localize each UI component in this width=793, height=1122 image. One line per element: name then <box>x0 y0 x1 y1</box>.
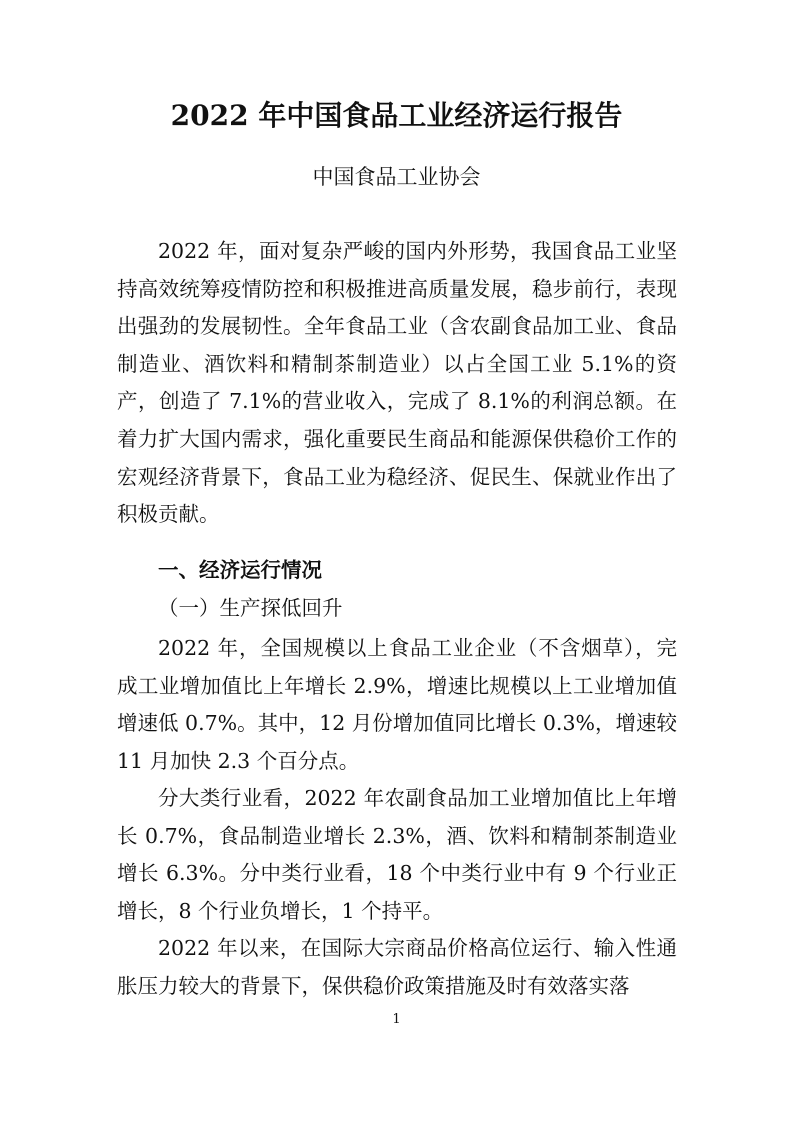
document-title: 2022 年中国食品工业经济运行报告 <box>170 99 623 132</box>
categories-paragraph: 分大类行业看，2022 年农副食品加工业增加值比上年增长 0.7%，食品制造业增长 2.3%，酒、饮料和精制茶制造业增长 6.3%。分中类行业看，18 个中类行业中有 9 个行业正增长，8 个行业负增长，1 个持平。 <box>117 786 677 923</box>
page-number: 1 <box>392 1012 401 1027</box>
intro-paragraph: 2022 年，面对复杂严峻的国内外形势，我国食品工业坚持高效统筹疫情防控和积极推进高质量发展，稳步前行，表现出强劲的发展韧性。全年食品工业（含农副食品加工业、食品制造业、酒饮料和精制茶制造业）以占全国工业 5.1%的资产，创造了 7.1%的营业收入，完成了 8.1%的利润总额。在着力扩大国内需求，强化重要民生商品和能源保供稳价工作的宏观经济背景下，食品工业为稳经济、促民生、保就业作出了积极贡献。 <box>117 239 677 527</box>
section-heading: 一、经济运行情况 <box>158 558 322 582</box>
subsection-heading: （一）生产探低回升 <box>158 596 343 620</box>
document-author: 中国食品工业协会 <box>312 165 481 189</box>
prices-paragraph: 2022 年以来，在国际大宗商品价格高位运行、输入性通胀压力较大的背景下，保供稳价政策措施及时有效落实落 <box>117 936 677 998</box>
production-paragraph: 2022 年，全国规模以上食品工业企业（不含烟草），完成工业增加值比上年增长 2.9%，增速比规模以上工业增加值增速低 0.7%。其中，12 月份增加值同比增长 0.3%，增速较 11 月加快 2.3 个百分点。 <box>117 636 677 773</box>
